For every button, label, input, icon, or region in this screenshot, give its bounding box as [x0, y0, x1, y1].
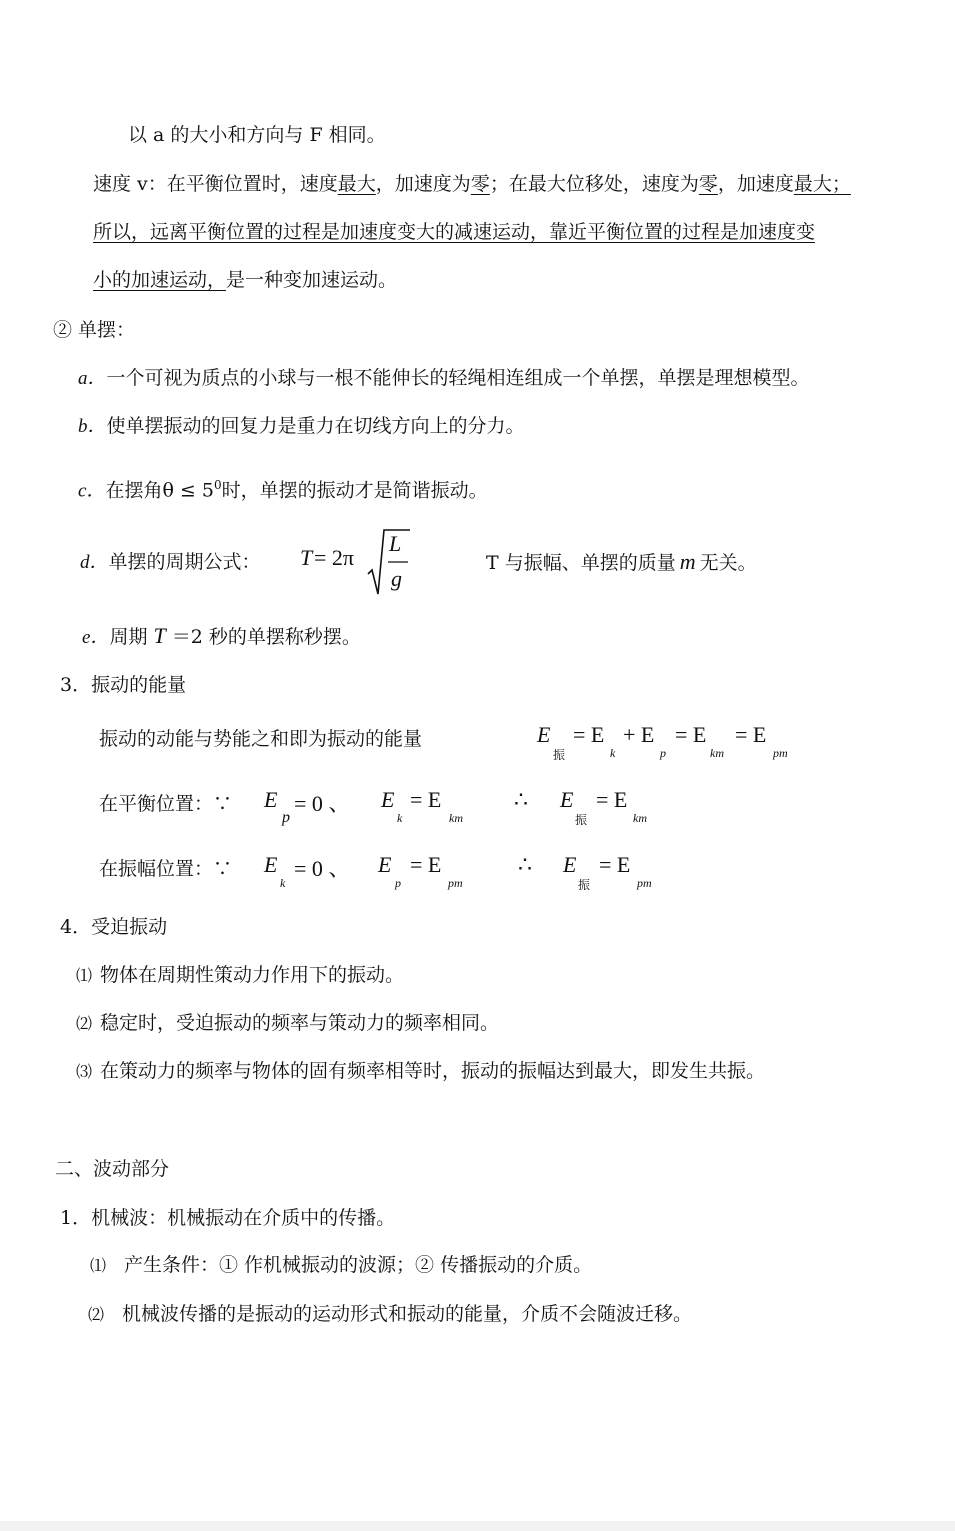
pa-text: 一个可视为质点的小球与一根不能伸长的轻绳相连组成一个单摆，单摆是理想模型。 [106, 367, 810, 389]
pe-b: ＝2 秒的单摆称秒摆。 [171, 626, 361, 648]
amplitude-label: 在振幅位置：∵ [99, 858, 233, 880]
af-eq: = E [410, 852, 442, 877]
w1-1-num: ⑴ [90, 1256, 107, 1275]
s4-2-num: ⑵ [76, 1014, 93, 1033]
formula-L: L [389, 531, 402, 556]
l2-c: ，加速度为 [375, 173, 471, 195]
formula-T: T [300, 545, 313, 570]
ef-s2: k [610, 746, 616, 760]
period-formula [300, 528, 420, 598]
ef-s5: pm [773, 746, 788, 760]
af-eq2: = E [599, 852, 631, 877]
pa-label: a． [78, 368, 107, 389]
ef-E1: E [537, 722, 551, 747]
text-line-3: 所以，远离平衡位置的过程是加速度变大的减速运动，靠近平衡位置的过程是加速度变 [93, 221, 816, 243]
bf-s1: p [282, 809, 290, 826]
ef-eq3: = E [735, 722, 767, 747]
pc-a: 在摆角θ ≤ 5 [105, 479, 214, 502]
text-line-1: 以 a 的大小和方向与 F 相同。 [128, 124, 386, 146]
balance-label: 在平衡位置：∵ [99, 793, 233, 815]
l4-a: 小的加速运动， [93, 269, 227, 291]
formula-eq: = 2π [314, 545, 355, 570]
l2-f: 零 [698, 173, 718, 195]
af-E2: E [378, 852, 392, 877]
af-s2: p [395, 876, 401, 890]
pd-note-m: m [679, 549, 696, 574]
ef-s4: km [710, 746, 724, 760]
bf-E3: E [560, 787, 574, 812]
forced-item-1 [76, 962, 404, 989]
pd-note-a: T 与振幅、单摆的质量 [486, 552, 676, 574]
pendulum-heading: ② 单摆： [53, 319, 136, 341]
bf-th: ∴ [514, 787, 528, 812]
text-line-2 [93, 171, 851, 197]
l2-a: 速度 v：在平衡位置时，速度 [93, 173, 338, 195]
af-th: ∴ [518, 852, 532, 877]
pendulum-item-e [82, 623, 361, 651]
af-E1: E [264, 852, 278, 877]
wave-heading: 二、波动部分 [55, 1158, 170, 1180]
s4-1-text: 物体在周期性策动力作用下的振动。 [100, 964, 405, 986]
pc-label: c． [78, 480, 106, 502]
ef-plus: + E [623, 722, 655, 747]
amplitude-formula [264, 852, 664, 898]
s4-2-text: 稳定时，受迫振动的频率与策动力的频率相同。 [100, 1012, 500, 1034]
bf-eq2: = E [596, 787, 628, 812]
pc-c: 时，单摆的振动才是简谐振动。 [221, 479, 488, 502]
l2-b: 最大 [337, 173, 376, 195]
pc-b: 0 [213, 478, 222, 492]
pb-text: 使单摆振动的回复力是重力在切线方向上的分力。 [106, 415, 525, 437]
l2-h: 最大； [793, 173, 851, 195]
pendulum-item-d [80, 549, 261, 576]
l2-d: 零 [470, 173, 490, 195]
pendulum-item-c [78, 472, 488, 504]
af-z: = 0 、 [294, 856, 351, 881]
l2-e: ；在最大位移处，速度为 [489, 173, 699, 195]
l2-g: ，加速度 [717, 173, 794, 195]
bf-s4: 振 [575, 813, 588, 827]
text-line-4 [93, 267, 397, 293]
af-s5: pm [637, 876, 652, 890]
l4-b: 是一种变加速运动。 [226, 269, 398, 291]
wave-sub-1 [90, 1252, 592, 1279]
bf-E2: E [381, 787, 395, 812]
bf-z: = 0 、 [294, 791, 351, 816]
balance-formula [264, 787, 664, 833]
s4-1-num: ⑴ [76, 966, 93, 985]
ef-s3: p [660, 746, 666, 760]
ef-s1: 振 [553, 748, 566, 762]
af-s4: 振 [578, 878, 591, 892]
pd-label: d． [80, 552, 109, 573]
forced-item-2 [76, 1010, 499, 1037]
energy-formula [537, 722, 807, 768]
bf-eq: = E [410, 787, 442, 812]
wave-item-1: 1．机械波：机械振动在介质中的传播。 [60, 1207, 396, 1229]
forced-item-3 [76, 1058, 765, 1085]
pendulum-note [486, 549, 757, 576]
energy-line: 振动的动能与势能之和即为振动的能量 [99, 728, 423, 750]
pd-note-b: 无关。 [699, 552, 757, 574]
af-E3: E [563, 852, 577, 877]
page-bottom-edge [0, 1521, 955, 1531]
bf-s3: km [449, 811, 463, 825]
pe-T: T [153, 623, 166, 648]
pe-label: e． [82, 627, 110, 648]
wave-sub-2 [88, 1301, 692, 1328]
pd-text: 单摆的周期公式： [108, 551, 261, 573]
bf-s2: k [397, 811, 403, 825]
s4-3-num: ⑶ [76, 1062, 93, 1081]
w1-2-num: ⑵ [88, 1305, 105, 1324]
formula-g: g [391, 566, 402, 591]
bf-E1: E [264, 787, 278, 812]
ef-eq2: = E [675, 722, 707, 747]
pe-a: 周期 [109, 626, 148, 648]
pb-label: b． [78, 416, 107, 437]
ef-eq1: = E [573, 722, 605, 747]
pendulum-item-b [78, 413, 525, 440]
w1-1-text: 产生条件：① 作机械振动的波源；② 传播振动的介质。 [124, 1254, 593, 1276]
bf-s5: km [633, 811, 647, 825]
w1-2-text: 机械波传播的是振动的运动形式和振动的能量，介质不会随波迁移。 [122, 1303, 693, 1325]
section-3-heading: 3．振动的能量 [60, 674, 187, 696]
pendulum-item-a [78, 365, 810, 392]
s4-3-text: 在策动力的频率与物体的固有频率相等时，振动的振幅达到最大，即发生共振。 [100, 1060, 766, 1082]
section-4-heading: 4．受迫振动 [60, 916, 168, 938]
af-s3: pm [448, 876, 463, 890]
af-s1: k [280, 876, 286, 890]
